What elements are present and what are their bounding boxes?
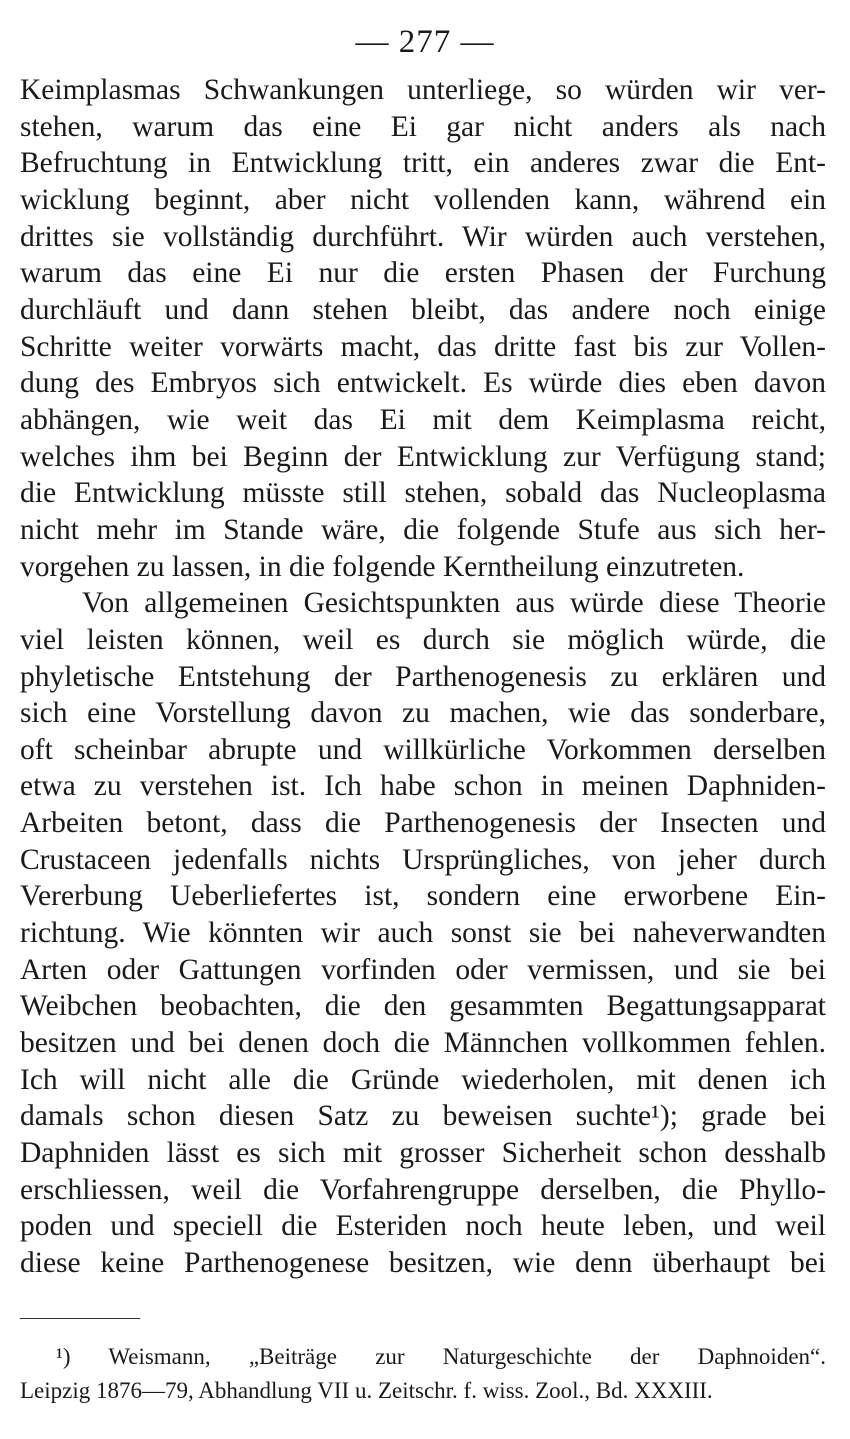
text-line: die Entwicklung müsste still stehen, sobald das Nucleoplasma — [20, 477, 826, 510]
text-line: Arbeiten betont, dass die Parthenogenesis der Insecten und — [20, 807, 826, 840]
text-line: vorgehen zu lassen, in die folgende Kerntheilung einzutreten. — [20, 550, 745, 583]
text-line: nicht mehr im Stande wäre, die folgende Stufe aus sich her- — [20, 513, 826, 546]
text-line: Vererbung Ueberliefertes ist, sondern eine erworbene Ein- — [20, 880, 826, 913]
text-line: Keimplasmas Schwankungen unterliege, so würden wir ver- — [20, 74, 826, 106]
text-line: Weibchen beobachten, die den gesammten Begattungsapparat — [20, 990, 826, 1023]
text-line: sich eine Vorstellung davon zu machen, wie das sonderbare, — [20, 697, 826, 730]
footnotes — [20, 1340, 826, 1408]
text-line: Daphniden lässt es sich mit grosser Sicherheit schon desshalb — [20, 1137, 826, 1170]
footnote-divider — [20, 1318, 140, 1319]
paragraph-first-line: Von allgemeinen Gesichtspunkten aus würde diese Theorie — [82, 587, 826, 620]
text-line: dung des Embryos sich entwickelt. Es würde dies eben davon — [20, 367, 826, 400]
text-line: diese keine Parthenogenese besitzen, wie denn überhaupt bei — [20, 1247, 826, 1279]
text-line: stehen, warum das eine Ei gar nicht anders als nach — [20, 110, 826, 143]
text-line: etwa zu verstehen ist. Ich habe schon in meinen Daphniden- — [20, 770, 826, 803]
text-line: erschliessen, weil die Vorfahrengruppe derselben, die Phyllo- — [20, 1173, 826, 1206]
text-line: richtung. Wie könnten wir auch sonst sie bei naheverwandten — [20, 917, 826, 950]
footnote-line: Leipzig 1876—79, Abhandlung VII u. Zeitschr. f. wiss. Zool., Bd. XXXIII. — [20, 1378, 713, 1403]
text-line: Arten oder Gattungen vorfinden oder vermissen, und sie bei — [20, 953, 826, 986]
text-line: welches ihm bei Beginn der Entwicklung zur Verfügung stand; — [20, 440, 826, 473]
footnote-line: ¹) Weismann, „Beiträge zur Naturgeschichte der Daphnoiden“. — [56, 1344, 826, 1369]
text-line: oft scheinbar abrupte und willkürliche Vorkommen derselben — [20, 733, 826, 766]
text-line: damals schon diesen Satz zu beweisen suchte¹); grade bei — [20, 1100, 826, 1133]
text-line: poden und speciell die Esteriden noch heute leben, und weil — [20, 1210, 826, 1243]
text-line: besitzen und bei denen doch die Männchen vollkommen fehlen. — [20, 1027, 826, 1060]
page-number: — 277 — — [355, 24, 495, 60]
text-line: Schritte weiter vorwärts macht, das dritte fast bis zur Vollen- — [20, 330, 826, 363]
text-line: viel leisten können, weil es durch sie möglich würde, die — [20, 623, 826, 656]
text-line: warum das eine Ei nur die ersten Phasen der Furchung — [20, 257, 826, 290]
text-line: abhängen, wie weit das Ei mit dem Keimplasma reicht, — [20, 403, 826, 436]
text-line: drittes sie vollständig durchführt. Wir würden auch verstehen, — [20, 220, 826, 253]
text-line: Ich will nicht alle die Gründe wiederholen, mit denen ich — [20, 1063, 826, 1096]
text-line: durchläuft und dann stehen bleibt, das andere noch einige — [20, 293, 826, 326]
text-line: Befruchtung in Entwicklung tritt, ein anderes zwar die Ent- — [20, 147, 826, 180]
body-text — [20, 72, 826, 1282]
text-line: Crustaceen jedenfalls nichts Ursprüngliches, von jeher durch — [20, 843, 826, 876]
text-line: phyletische Entstehung der Parthenogenesis zu erklären und — [20, 660, 826, 693]
text-line: wicklung beginnt, aber nicht vollenden kann, während ein — [20, 183, 826, 216]
